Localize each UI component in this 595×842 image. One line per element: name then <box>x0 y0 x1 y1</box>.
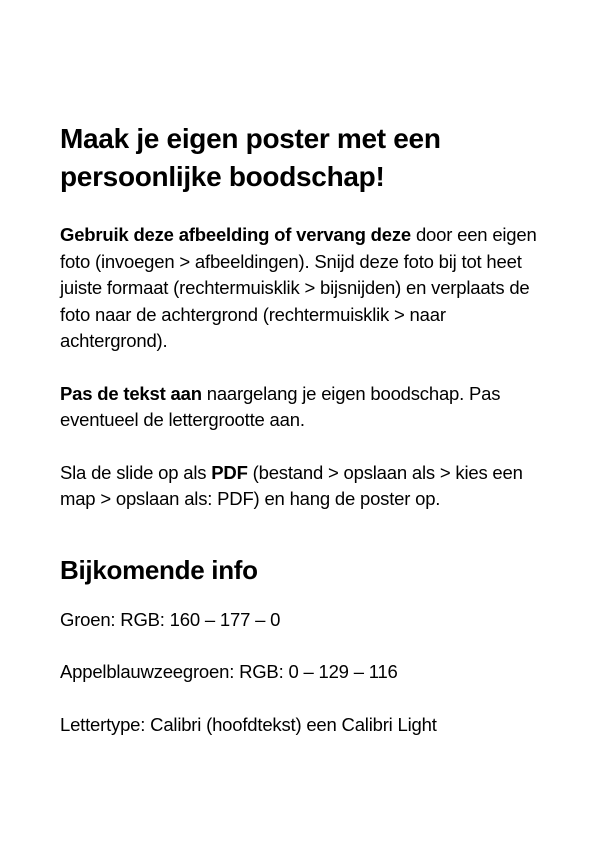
instruction-text-text: naargelang je eigen boodschap. Pas eventueel de lettergrootte aan. <box>60 382 501 430</box>
instruction-text-pdf: (bestand > opslaan als > kies een map > opslaan als: PDF) en hang de poster op. <box>60 461 523 509</box>
page-content <box>60 120 550 738</box>
instruction-pre-pdf: Sla de slide op als <box>60 461 212 483</box>
instruction-emphasis-image: Gebruik deze afbeelding of vervang deze <box>60 224 411 245</box>
instruction-emphasis-text: Pas de tekst aan <box>60 382 202 404</box>
instruction-paragraph-image <box>60 222 550 355</box>
instruction-emphasis-pdf: PDF <box>211 461 248 483</box>
info-line-green: Groen: RGB: 160 – 177 – 0 <box>60 608 281 630</box>
info-heading: Bijkomende info <box>60 554 258 585</box>
page-title: Maak je eigen poster met een persoonlijke boodschap! <box>60 123 441 192</box>
instruction-paragraph-pdf <box>60 460 550 513</box>
instruction-text-image: door een eigen foto (invoegen > afbeeldingen). Snijd deze foto bij tot heet juiste formaat (rechtermuisklik > bijsnijden) en verplaats de foto naar de achtergrond (rechtermuisklik > naar achtergrond). <box>60 224 537 351</box>
info-line-teal: Appelblauwzeegroen: RGB: 0 – 129 – 116 <box>60 661 398 682</box>
info-line-font: Lettertype: Calibri (hoofdtekst) een Calibri Light <box>60 713 437 735</box>
instruction-paragraph-text <box>60 381 550 434</box>
